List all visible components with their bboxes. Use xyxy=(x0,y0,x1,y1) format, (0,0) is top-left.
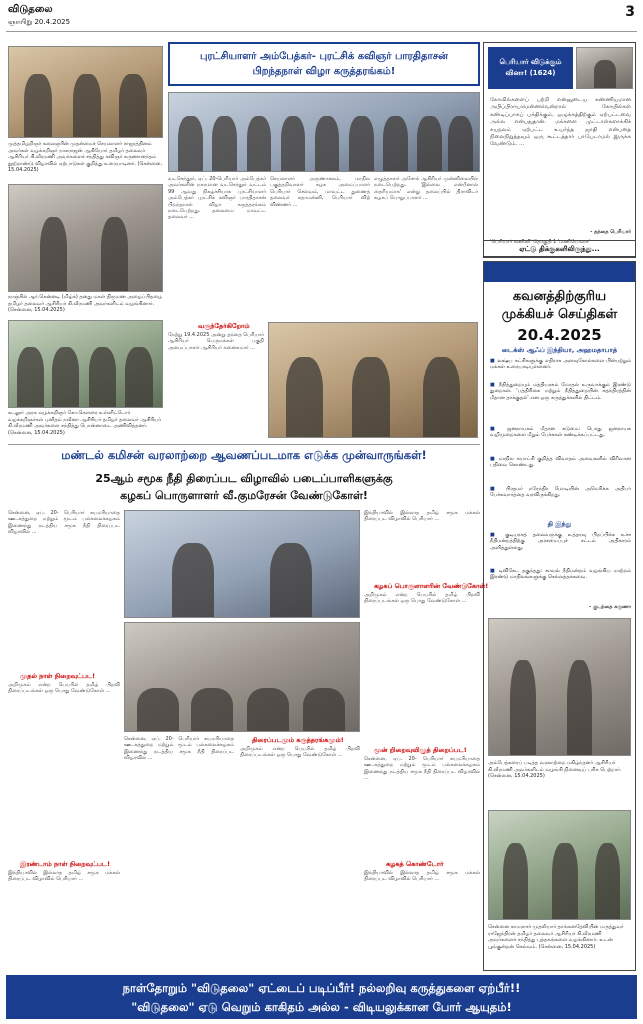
film-article-9: இந்தியாவில் இல்லாத தமிழ் சமூக மக்கள் திரைப்பட விழாவில் பெரியார் ... xyxy=(364,870,480,883)
sub-headline-line1: 25ஆம் சமூக நீதி திரைப்பட விழாவில் படைப்பாளிகளுக்கு xyxy=(95,472,393,485)
divider xyxy=(8,444,480,445)
photo-meeting-3 xyxy=(8,320,163,408)
article-col-3: எழுத்தாளர் அசோக் ஆசிரியர் முன்னிலையில் நடைபெற்றது. 'இல்லை என்பீனால் தைரியமாக' என்று தலைப்பில் திராவிடர் கழகப் பொறுப்பாளர் ... xyxy=(374,176,478,202)
news-bullet: ■ மாநில சுயாட்சி குறித்த விவாதம் அவைகளில் விரிவான பதிவை கொண்டது. xyxy=(490,456,631,482)
news-bullet: ■ பிரதமர் நரேந்திர மோடியின் அமெரிக்க அதிபர் பேச்சுவார்த்தை வரவிருக்கிறது. xyxy=(490,486,631,512)
photo-meeting-2 xyxy=(8,184,163,292)
film-article-6: இந்தியாவில் இல்லாத தமிழ் சமூக மக்கள் திரைப்பட விழாவில் பெரியார் ... xyxy=(364,510,480,523)
masthead xyxy=(6,4,637,32)
sub-headline-line2: கழகப் பொருளாளர் வீ.குமரேசன் வேண்டுகோள்! xyxy=(120,489,368,502)
photo-news-1 xyxy=(488,618,631,756)
news-date: 20.4.2025 xyxy=(517,326,602,344)
periyar-quote: கோவில்களைப் பற்றி என்னுடைய கண்ணியமான அபிப்பிராயமென்னவென்றால் கோயில்கள் கண்டிப்பாகப் பக்திக்கும், ஒழுக்கத்திற்கும் ஏற்பட்டவை அல்ல என்பதுதான். மக்களை முட்டாள்களாக்கிச் சுயநலம் ஏற்பட்ட உயர்ந்த ஜாதி என்பதை நிலைநிறுத்தவும் ஒரு கூட்டத்தார் பாடுபடாமல் இருக்க வேண்டும். ... xyxy=(490,97,631,148)
film-article-7: அறிமுகம் என்ற பெயரில் தமிழ் பிறவி திரைப்படங்கள் ஒரு பொது வேண்டுகோள் ... xyxy=(364,592,480,605)
caption-4: அம்பேத்கரைப் படித்த வரலாற்றை மகிழ்ந்தனர் ஆசிரியர் கி.வீரமணி அவர்களிடம் வழங்கி நினைவுப் பரிசு பெற்றார். (சென்னை, 15.04.2025) xyxy=(488,760,622,780)
ad-strip: ஏட்டு திக்குகளிலிருந்து... xyxy=(483,240,636,258)
caption-2: நாஞ்சில் ஆர்.கென்னடி (மிழ்க்) தனது மகள் திருமண அழைப்பிதழை தமிழர் தலைவர் ஆசிரியர் கி.வீரமணி அவர்களிடம் வழங்கினார். (சென்னை, 15.04.2025) xyxy=(8,294,163,314)
photo-group xyxy=(168,92,480,172)
paper-name: விடுதலை xyxy=(8,4,53,15)
footer-banner xyxy=(6,975,637,1019)
news-heading: கவனத்திற்குரிய முக்கியச் செய்திகள் xyxy=(501,289,618,322)
photo-book-release xyxy=(268,322,478,438)
photo-film-audience xyxy=(124,622,360,732)
periyar-title: பெரியார் விடுக்கும் xyxy=(499,58,562,66)
periyar-signature: - தந்தை பெரியார் xyxy=(590,229,631,235)
top-headline-line2: பிறந்தநாள் விழா கருத்தரங்கம்! xyxy=(252,66,396,77)
news-source-2: தி இந்து xyxy=(547,520,572,528)
news-bullet: ■ குடியரசுத் தலைவருக்கு உத்தரவு பிறப்பிக்க உச்ச நீதிமன்றத்திற்கு அரசமைப்புச் சட்டம் அதிகாரம் அளித்துள்ளது. xyxy=(490,532,631,564)
page-number: 3 xyxy=(625,4,635,20)
top-headline xyxy=(168,42,480,86)
sub-headline xyxy=(8,470,480,504)
news-bullet: ■ ஜனநாயகம் மீதான கடுமை: பொது ஜனநாயக வழிமுறைகளை மீறும் பேச்சுகள் கண்டிக்கப்பட்டது. xyxy=(490,426,631,452)
film-article-1: சென்னை, ஏப். 20- பெரியார் சுயமரியாதை ஊடகத்துறை மற்றும் மூடம் பல்கலைக்கழகம் இணைந்து நடத்திய சமூக நீதி திரைப்பட விழாவில் ... xyxy=(8,510,120,536)
caption-1: முத்தமிழறிஞர் கலைஞரின் முதன்மைச் செயலாளர் ராஜரத்தினம் அவர்கள் வழக்கறிஞர் நாகராஜன் ஆகியோர் தமிழர் தலைவர் ஆசிரியர் கி.வீரமணி அவர்களைச் சந்தித்து கவிஞர் கருணானந்தம் நூற்றாண்டு விழாவில் ஏற்பாடுகள் குறித்து உரையாடினர். (சென்னை, 15.04.2025) xyxy=(8,141,163,174)
news-source-1: டைக்ஸ் ஆஃப் இந்தியா, அஹமதாபாத் xyxy=(501,346,618,354)
news-panel xyxy=(483,261,636,971)
news-bullet: ■ லக்ஷ்ய கட்சிகளுக்கு எதிராக அளவுகோல்களை பின்பற்றும் மக்கள் உரையாடியுள்ளனர். xyxy=(490,358,631,378)
top-headline-line1: புரட்சியாளர் அம்பேத்கர்- புரட்சிக் கவிஞர் பாரதிதாசன் xyxy=(200,51,448,62)
film-article-3: இந்தியாவில் இல்லாத தமிழ் சமூக மக்கள் திரைப்பட விழாவில் பெரியார் ... xyxy=(8,870,120,883)
subhead-treasurer: கழகப் பொருளாளரின் வேண்டுகோள்! xyxy=(374,582,489,590)
news-bullet: ■ நீதித்துறையும் மத்தியரசும் மோதல் உருவாக்கும் இரண்டு துறைகள். 'பத்திரிகை மற்றும் நீதித்துறையின் சுதந்திரத்தின் மீதான தாக்குதல்' என ஒரு கருத்துக்களில் திட்டம். xyxy=(490,382,631,422)
periyar-source: 'பெரியார் கணினி' தொகுதி 1 'மணியோசை' xyxy=(490,239,591,245)
news-signoff: - குடந்தை கருணா xyxy=(589,604,631,610)
news-banner xyxy=(484,262,635,282)
subhead-film-seminar: திரைப்படமும் கருத்தரங்கமும்! xyxy=(252,736,344,744)
periyar-subtitle: வினா! (1624) xyxy=(505,69,556,77)
periyar-portrait xyxy=(576,47,633,89)
article-col-2: செயலாளர் அருணாசலம், மாநில பகுத்தறிவாளர் கழக அமைப்பாளர் பெரியார் செல்வம், மாவட்ட துணைத் தலைவர் சுதாமன்னி, பெரியார் விற் விண்ணர் ... xyxy=(270,176,370,208)
periyar-question-box xyxy=(483,42,636,257)
subhead-vaduvu: வருந்தேர்கிறோம் xyxy=(198,322,250,330)
footer-line2: "விடுதலை" ஏடு வெறும் காகிதம் அல்ல - விடியலுக்கான போர் ஆயுதம்! xyxy=(131,1000,512,1014)
film-article-5: அறிமுகம் என்ற பெயரில் தமிழ் பிறவி திரைப்படங்கள் ஒரு பொது வேண்டுகோள் ... xyxy=(240,746,360,759)
photo-meeting-1 xyxy=(8,46,163,138)
article-vaduvu: நேற்று 19.4.2025 அன்று தந்தை பெரியார் ஆசிரியர் பெருமக்கள் பகுதி அமைப்பாளர் ஆசிரியர் கனைசுமார் ... xyxy=(168,332,264,351)
mid-headline: மண்டல் கமிசன் வரலாற்றை ஆவணப்படமாக எடுக்க முன்வாருங்கள்! xyxy=(61,448,427,462)
periyar-title-box xyxy=(488,47,573,89)
subhead-day1: முதல் நாள் நிறைவுட்பட! xyxy=(20,672,96,680)
photo-news-2 xyxy=(488,810,631,920)
subhead-closing: மூன் றிறைவுவிழுத் திறைப்பட! xyxy=(374,746,467,754)
subhead-day2: இரண்டாம் நாள் நிறைவுட்பட! xyxy=(20,860,111,868)
caption-3: கடலூர் அரசு வழக்கறிஞர் கோ.கௌரை உள்ளிட்டோர் வழக்கறிஞர்கள் புனிதம் நவீனா ஆசிரியர் தமிழர் தலைவர் ஆசிரியர் கி.வீரமணி அவர்களை சந்தித்து பொன்னாடை அணிவித்தனர். (சென்னை, 15.04.2025) xyxy=(8,410,161,436)
film-article-2: அறிமுகம் என்ற பெயரில் தமிழ் பிறவி திரைப்படங்கள் ஒரு பொது வேண்டுகோள் ... xyxy=(8,682,120,695)
subhead-attendees: கழகத் கொண்டோர் xyxy=(386,860,444,868)
film-article-8: சென்னை, ஏப். 20- பெரியார் சுயமரியாதை ஊடகத்துறை மற்றும் மூடம் பல்கலைக்கழகம் இணைந்து நடத்திய சமூக நீதி திரைப்பட விழாவில் ... xyxy=(364,756,480,782)
photo-film-stage xyxy=(124,510,360,618)
film-article-4: சென்னை, ஏப். 20- பெரியார் சுயமரியாதை ஊடகத்துறை மற்றும் மூடம் பல்கலைக்கழகம் இணைந்து நடத்திய சமூக நீதி திரைப்பட விழாவில் ... xyxy=(124,736,234,762)
news-bullet: ■ டிவிகேட தகுந்தது: காவல் நீதிமன்றம் வழங்கிய மாற்றம் இரண்டு மாநிலங்களுக்கு செல்லத்தக்கவை. xyxy=(490,568,631,600)
issue-date: ஞாயிறு 20.4.2025 xyxy=(8,18,71,26)
footer-line1: நாள்தோறும் "விடுதலை" ஏட்டைப் படிப்பீர்! நல்லறிவு கருத்துகளை ஏற்பீர்!! xyxy=(122,981,521,995)
article-col-1: வடசெந்தூர், ஏப். 20-பெரியார் அம்பேத்கர் அவர்களின் நகரமான வடசெந்தூர் வட்டம் 99 ஆவது நிகழ்ச்சியாக புரட்சியாளர் அம்பேத்கர் புரட்சிக் கவிஞர் பாரதிதாசன் பிறந்தநாள் விழா கருத்தரங்கம் நடைபெற்றது. தலைமை: மாவட்ட தலைவர் ... xyxy=(168,176,266,221)
caption-5: சென்னை காமராசர் முதலியார் தாங்கனதேவியின் மருத்துவர் ராஜேந்திரன் தமிழர் தலைவர் ஆசிரியர் கி.வீரமணி அவர்களைச் சந்தித்து புத்தகங்களை வழங்கினார். உடன் பூங்குன்றன் செல்வம். (சென்னை, 15.04.2025) xyxy=(488,924,624,950)
